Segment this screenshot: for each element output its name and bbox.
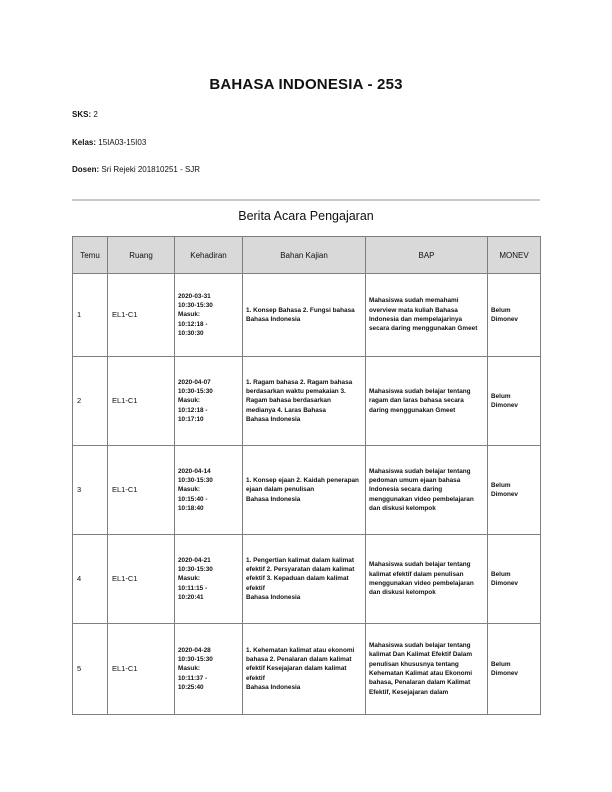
cell-bahan-kajian: 1. Pengertian kalimat dalam kalimat efektif 2. Persyaratan dalam kalimat efektif 3. Kepaduan dalam kalimat efektif Bahasa Indonesia (243, 535, 366, 624)
teaching-report-table (72, 236, 541, 715)
cell-bap: Mahasiswa sudah belajar tentang ragam dan laras bahasa secara daring menggunakan Gmeet (366, 357, 488, 446)
table-row (73, 446, 541, 535)
dosen-label: Dosen: (72, 165, 100, 174)
header-kehadiran: Kehadiran (175, 237, 243, 274)
cell-kehadiran: 2020-04-14 10:30-15:30 Masuk: 10:15:40 - 10:18:40 (175, 446, 243, 535)
table-row (73, 624, 541, 715)
section-title: Berita Acara Pengajaran (238, 209, 374, 223)
cell-kehadiran: 2020-04-07 10:30-15:30 Masuk: 10:12:18 - 10:17:10 (175, 357, 243, 446)
cell-bahan-kajian: 1. Ragam bahasa 2. Ragam bahasa berdasarkan waktu pemakaian 3. Ragam bahasa berdasarkan medianya 4. Laras Bahasa Bahasa Indonesia (243, 357, 366, 446)
cell-temu: 4 (73, 535, 108, 624)
cell-ruang: EL1-C1 (108, 357, 175, 446)
header-temu: Temu (73, 237, 108, 274)
table-row (73, 535, 541, 624)
section-divider (72, 199, 540, 201)
kelas-label: Kelas: (72, 138, 97, 147)
cell-bap: Mahasiswa sudah belajar tentang kalimat efektif dalam penulisan menggunakan video pembelajaran dan diskusi kelompok (366, 535, 488, 624)
table-header-row (73, 237, 541, 274)
sks-label: SKS: (72, 110, 92, 119)
cell-monev: Belum Dimonev (488, 535, 541, 624)
cell-ruang: EL1-C1 (108, 535, 175, 624)
cell-bahan-kajian: 1. Konsep Bahasa 2. Fungsi bahasa Bahasa Indonesia (243, 274, 366, 357)
cell-kehadiran: 2020-04-28 10:30-15:30 Masuk: 10:11:37 - 10:25:40 (175, 624, 243, 715)
header-ruang: Ruang (108, 237, 175, 274)
sks-value: 2 (93, 110, 98, 119)
cell-temu: 3 (73, 446, 108, 535)
sks-line (72, 110, 98, 119)
kelas-line (72, 138, 146, 147)
dosen-value: Sri Rejeki 201810251 - SJR (101, 165, 201, 174)
kelas-value: 15IA03-15I03 (98, 138, 147, 147)
cell-bap: Mahasiswa sudah belajar tentang pedoman umum ejaan bahasa Indonesia secara daring menggunakan video pembelajaran dan diskusi kelompok (366, 446, 488, 535)
header-bahan-kajian: Bahan Kajian (243, 237, 366, 274)
cell-bahan-kajian: 1. Kehematan kalimat atau ekonomi bahasa 2. Penalaran dalam kalimat efektif Kesejajaran dalam kalimat efektif Bahasa Indonesia (243, 624, 366, 715)
cell-monev: Belum Dimonev (488, 357, 541, 446)
cell-ruang: EL1-C1 (108, 274, 175, 357)
table-row (73, 274, 541, 357)
cell-ruang: EL1-C1 (108, 624, 175, 715)
cell-temu: 2 (73, 357, 108, 446)
header-monev: MONEV (488, 237, 541, 274)
cell-bap: Mahasiswa sudah memahami overview mata kuliah Bahasa Indonesia dan mempelajarinya secara daring menggunakan Gmeet (366, 274, 488, 357)
dosen-line (72, 165, 200, 174)
cell-monev: Belum Dimonev (488, 446, 541, 535)
cell-ruang: EL1-C1 (108, 446, 175, 535)
cell-temu: 1 (73, 274, 108, 357)
table-row (73, 357, 541, 446)
cell-bahan-kajian: 1. Konsep ejaan 2. Kaidah penerapan ejaan dalam penulisan Bahasa Indonesia (243, 446, 366, 535)
cell-monev: Belum Dimonev (488, 624, 541, 715)
cell-kehadiran: 2020-04-21 10:30-15:30 Masuk: 10:11:15 - 10:20:41 (175, 535, 243, 624)
cell-temu: 5 (73, 624, 108, 715)
cell-bap: Mahasiswa sudah belajar tentang kalimat Dan Kalimat Efektif Dalam penulisan khususnya tentang Kehematan Kalimat atau Ekonomi bahasa, Penalaran dalam Kalimat Efektif, Kesejajaran dalam (366, 624, 488, 715)
cell-kehadiran: 2020-03-31 10:30-15:30 Masuk: 10:12:18 - 10:30:30 (175, 274, 243, 357)
header-bap: BAP (366, 237, 488, 274)
cell-monev: Belum Dimonev (488, 274, 541, 357)
document-title: BAHASA INDONESIA - 253 (209, 76, 403, 93)
